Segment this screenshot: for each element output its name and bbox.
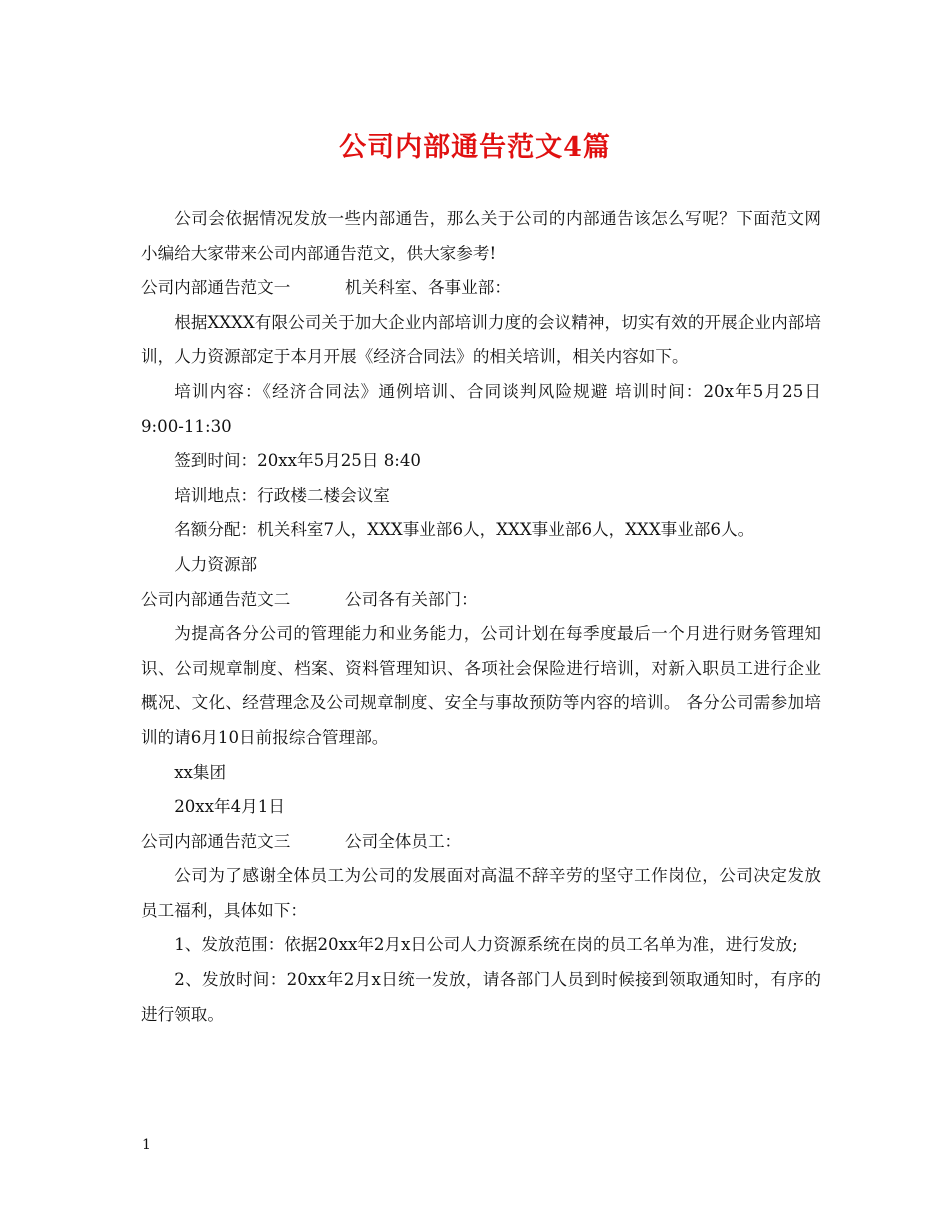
section2-label: 公司内部通告范文二 xyxy=(141,589,291,609)
section2-date: 20xx年4月1日 xyxy=(174,797,285,817)
page-number: 1 xyxy=(142,1137,151,1153)
section1-paragraph-4: 培训地点：行政楼二楼会议室 xyxy=(174,485,390,505)
section3-label: 公司内部通告范文三 xyxy=(141,831,291,851)
section3-paragraph-2: 1、发放范围：依据20xx年2月x日公司人力资源系统在岗的员工名单为准，进行发放; xyxy=(174,935,798,955)
section2-paragraph-1: 为提高各分公司的管理能力和业务能力，公司计划在每季度最后一个月进行财务管理知识、公司规章制度、档案、资料管理知识、各项社会保险进行培训，对新入职员工进行企业概况、文化、经营理念及公司规章制度、安全与事故预防等内容的培训。 各分公司需参加培训的请6月10日前报综合管理部。 xyxy=(141,624,821,747)
section1-paragraph-3: 签到时间：20xx年5月25日 8:40 xyxy=(174,451,421,471)
document-title: 公司内部通告范文4篇 xyxy=(339,132,611,163)
section1-paragraph-2: 培训内容：《经济合同法》通例培训、合同谈判风险规避 培训时间：20x年5月25日 9:00-11:30 xyxy=(141,381,821,436)
section1-signature: 人力资源部 xyxy=(174,554,258,574)
section3-recipient: 公司全体员工： xyxy=(345,831,462,851)
section3-paragraph-1: 公司为了感谢全体员工为公司的发展面对高温不辞辛劳的坚守工作岗位，公司决定发放员工福利，具体如下： xyxy=(141,866,821,920)
section2-heading xyxy=(141,583,821,618)
section3-heading xyxy=(141,825,821,860)
section1-label: 公司内部通告范文一 xyxy=(141,278,291,298)
section1-heading xyxy=(141,271,821,306)
section2-signature: xx集团 xyxy=(174,762,227,782)
section3-paragraph-3: 2、发放时间：20xx年2月x日统一发放，请各部门人员到时候接到领取通知时，有序的进行领取。 xyxy=(141,970,821,1024)
document-body xyxy=(141,202,821,1032)
section1-paragraph-5: 名额分配：机关科室7人，XXX事业部6人，XXX事业部6人，XXX事业部6人。 xyxy=(174,520,755,540)
section2-recipient: 公司各有关部门： xyxy=(345,589,478,609)
section1-recipient: 机关科室、各事业部： xyxy=(345,278,511,298)
section1-paragraph-1: 根据XXXX有限公司关于加大企业内部培训力度的会议精神，切实有效的开展企业内部培训，人力资源部定于本月开展《经济合同法》的相关培训，相关内容如下。 xyxy=(141,312,821,367)
intro-paragraph: 公司会依据情况发放一些内部通告，那么关于公司的内部通告该怎么写呢？下面范文网小编给大家带来公司内部通告范文，供大家参考! xyxy=(141,209,821,263)
